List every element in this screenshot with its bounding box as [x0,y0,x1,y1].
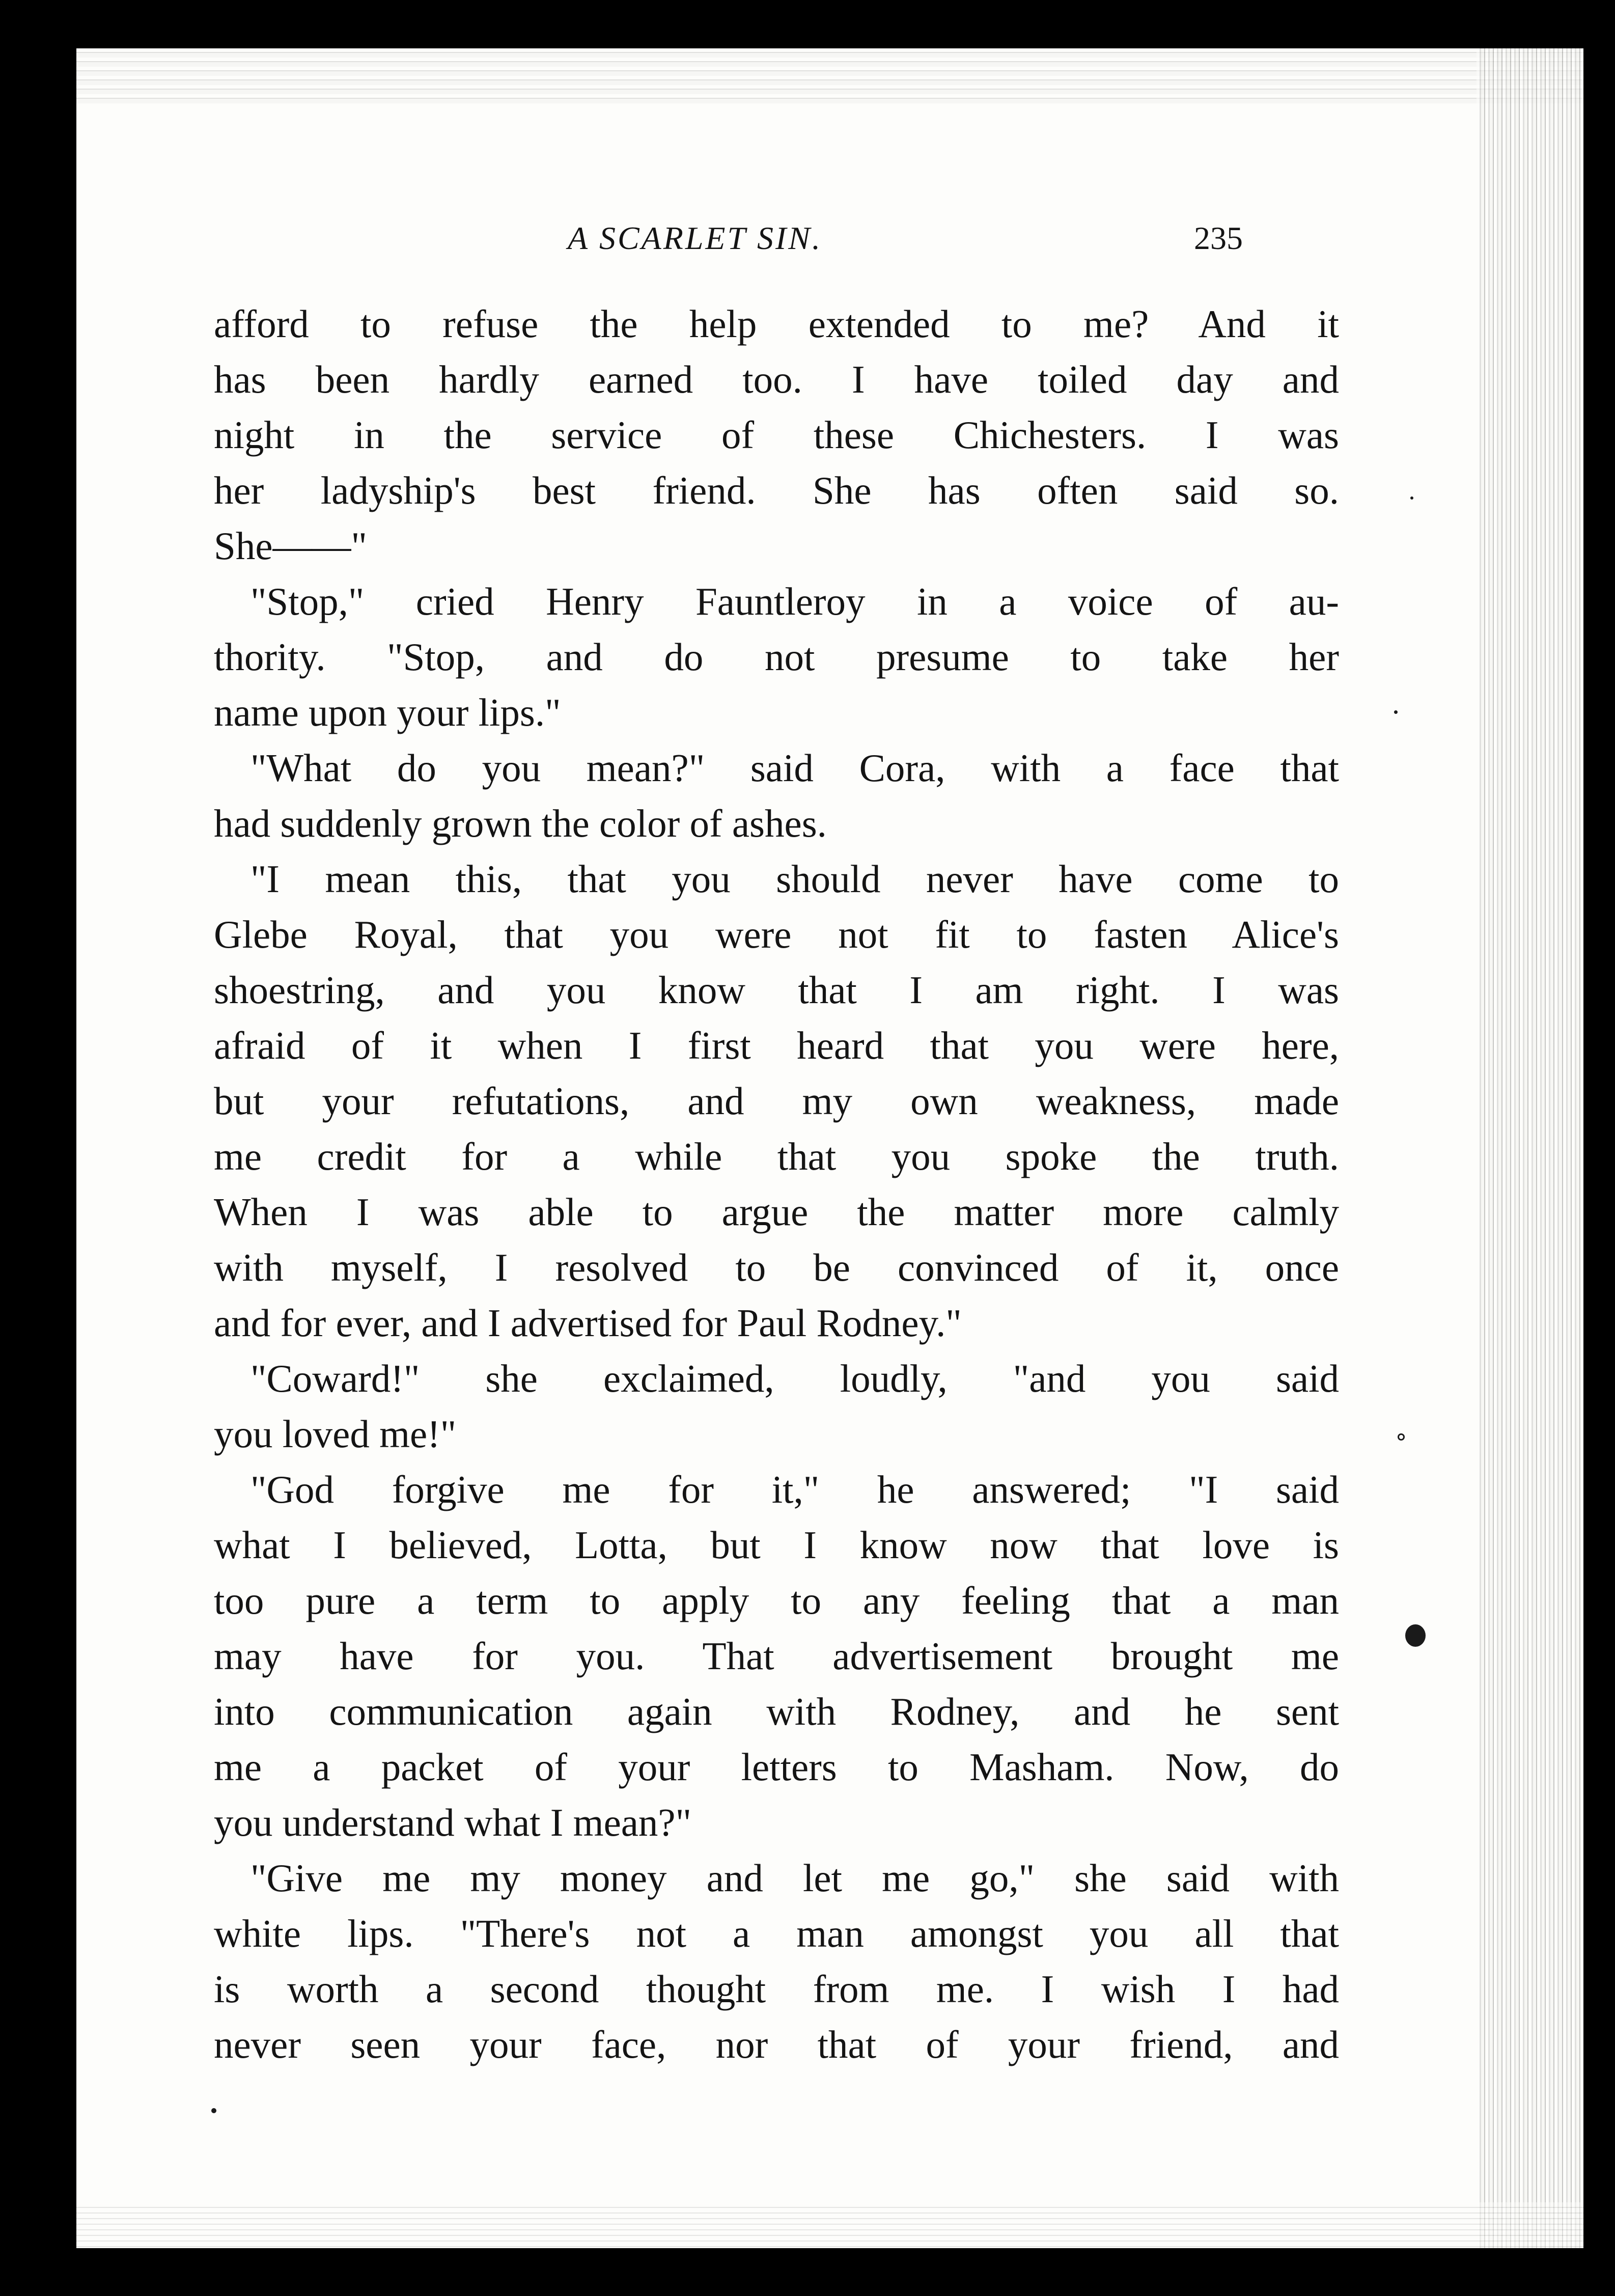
running-title: A SCARLET SIN. [568,220,822,256]
text-line: She——" [214,524,367,568]
text-line: into communication again with Rodney, and he sent [214,1690,1339,1733]
text-line: too pure a term to apply to any feeling that a man [214,1579,1339,1622]
page-right-edge [1477,48,1583,2248]
text-line: "Coward!" she exclaimed, loudly, "and you said [250,1357,1339,1400]
text-line: When I was able to argue the matter more calmly [214,1190,1339,1234]
ink-speck [211,2108,216,2113]
body-text [214,296,1339,2072]
text-line: with myself, I resolved to be convinced of it, once [214,1246,1339,1289]
page-top-edge [76,48,1583,104]
text-line: name upon your lips." [214,690,561,734]
book-page [76,48,1583,2248]
text-line: shoestring, and you know that I am right. I was [214,968,1339,1012]
text-line: never seen your face, nor that of your friend, and [214,2023,1339,2066]
text-line: "Stop," cried Henry Fauntleroy in a voice of au- [250,579,1339,623]
text-line: and for ever, and I advertised for Paul Rodney." [214,1301,962,1345]
text-line: has been hardly earned too. I have toiled day and [214,357,1339,401]
page-bottom-edge [76,2202,1583,2248]
text-line: me credit for a while that you spoke the truth. [214,1135,1339,1178]
text-line: you understand what I mean?" [214,1801,692,1844]
ink-speck [1410,496,1413,500]
text-line: me a packet of your letters to Masham. Now, do [214,1745,1339,1789]
ink-speck [1394,710,1398,714]
text-line: "I mean this, that you should never have come to [250,857,1339,901]
text-line: thority. "Stop, and do not presume to take her [214,635,1339,679]
text-line: you loved me!" [214,1412,457,1456]
text-line: "Give me my money and let me go," she said with [250,1856,1339,1900]
text-line: may have for you. That advertisement brought me [214,1634,1339,1678]
text-line: had suddenly grown the color of ashes. [214,801,827,845]
text-line: "What do you mean?" said Cora, with a face that [250,746,1339,790]
text-line: "God forgive me for it," he answered; "I said [250,1468,1339,1511]
text-line: white lips. "There's not a man amongst you all that [214,1912,1339,1955]
text-line: Glebe Royal, that you were not fit to fasten Alice's [214,912,1339,956]
text-line: but your refutations, and my own weakness, made [214,1079,1339,1123]
running-header [76,219,1583,270]
page-number: 235 [1194,220,1243,256]
ink-spot [1405,1624,1426,1647]
text-line: her ladyship's best friend. She has often said so. [214,468,1339,512]
text-line: what I believed, Lotta, but I know now that love is [214,1523,1339,1567]
text-line: is worth a second thought from me. I wish I had [214,1967,1339,2011]
text-line: afford to refuse the help extended to me? And it [214,302,1339,346]
text-line: afraid of it when I first heard that you were here, [214,1023,1339,1067]
text-line: night in the service of these Chichesters. I was [214,413,1339,457]
ink-speck [1398,1433,1405,1441]
